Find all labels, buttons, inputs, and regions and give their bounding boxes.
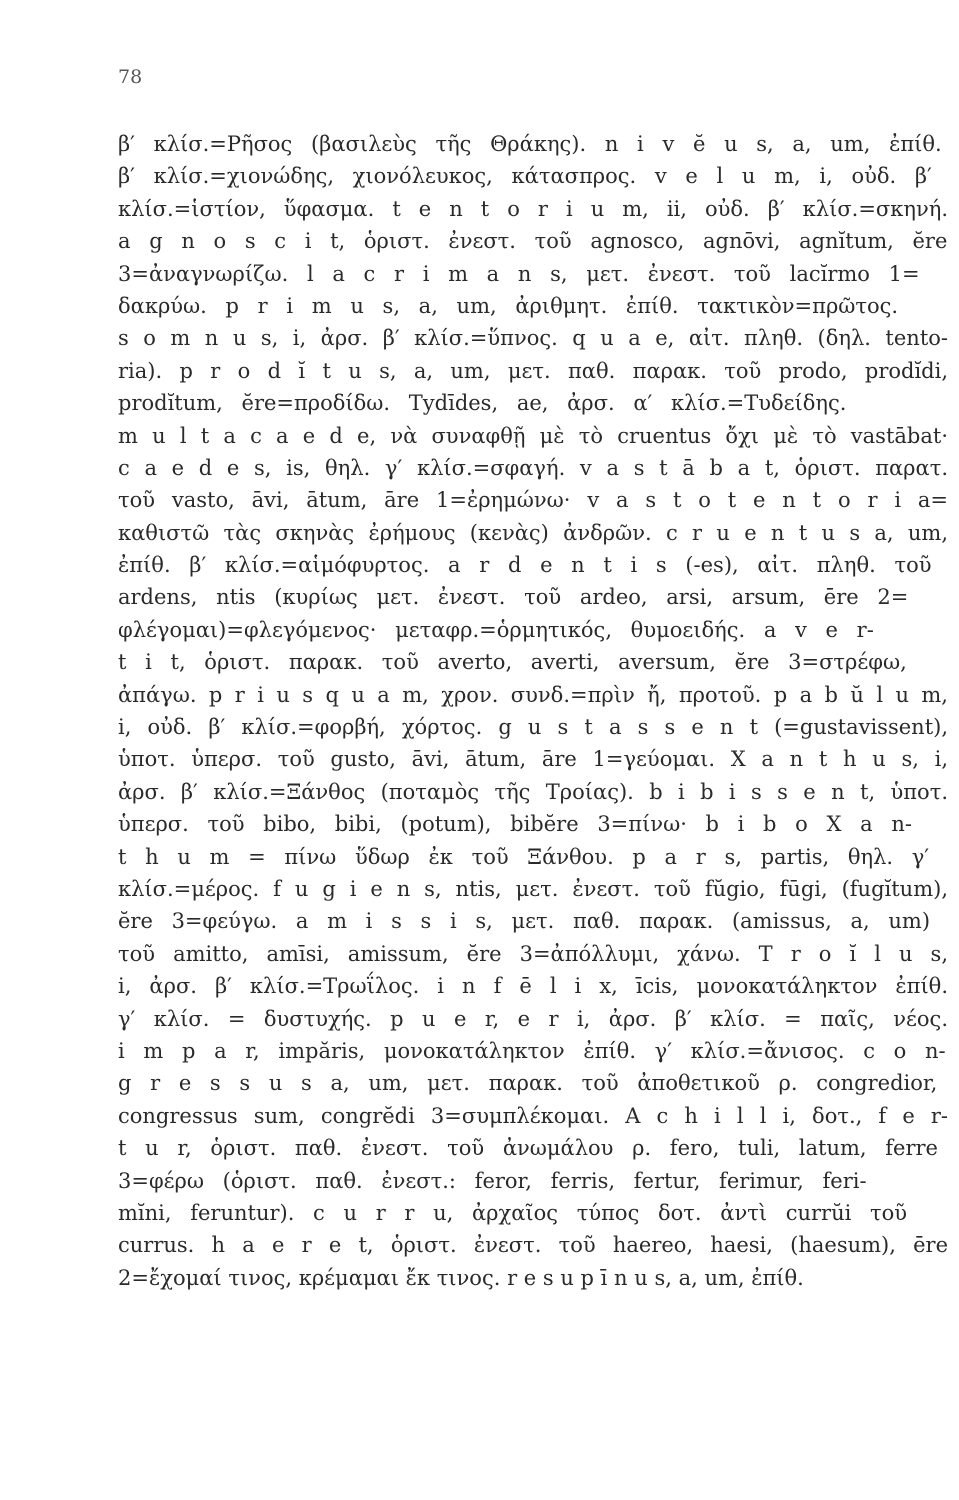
text-line: β′ κλίσ.=χιονώδης, χιονόλευκος, κάτασπρος. v e l u m, i, οὐδ. β′	[118, 164, 932, 189]
text-line: γ′ κλίσ. = δυστυχής. p u e r, e r i, ἀρσ. β′ κλίσ. = παῖς, νέος.	[118, 1006, 948, 1031]
text-line: s o m n u s, i, ἀρσ. β′ κλίσ.=ὕπνος. q u a e, αἰτ. πληθ. (δηλ. tento-	[118, 326, 948, 351]
text-line: prodĭtum, ĕre=προδίδω. Tydīdes, ae, ἀρσ. α′ κλίσ.=Τυδείδης.	[118, 391, 847, 416]
text-line: currus. h a e r e t, ὁριστ. ἐνεστ. τοῦ haereo, haesi, (haesum), ēre	[118, 1233, 948, 1258]
text-line: καθιστῶ τὰς σκηνὰς ἐρήμους (κενὰς) ἀνδρῶν. c r u e n t u s a, um,	[118, 520, 948, 545]
text-line: c a e d e s, is, θηλ. γ′ κλίσ.=σφαγή. v a s t ā b a t, ὁριστ. παρατ.	[118, 455, 948, 480]
page-number: 78	[118, 66, 143, 88]
text-line: κλίσ.=ἱστίον, ὕφασμα. t e n t o r i u m, ii, οὐδ. β′ κλίσ.=σκηνή.	[118, 196, 948, 221]
text-line: ὑποτ. ὑπερσ. τοῦ gusto, āvi, ātum, āre 1=γεύομαι. X a n t h u s, i,	[118, 747, 948, 772]
text-line: κλίσ.=μέρος. f u g i e n s, ntis, μετ. ἐνεστ. τοῦ fŭgio, fūgi, (fugĭtum),	[118, 876, 948, 901]
text-line: congressus sum, congrĕdi 3=συμπλέκομαι. A c h i l l i, δοτ., f e r-	[118, 1103, 948, 1128]
text-line: i, ἀρσ. β′ κλίσ.=Τρωΐλος. i n f ē l i x, īcis, μονοκατάληκτον ἐπίθ.	[118, 974, 948, 999]
text-line: τοῦ vasto, āvi, ātum, āre 1=ἐρημώνω· v a s t o t e n t o r i a=	[118, 488, 948, 513]
text-line: 3=φέρω (ὁριστ. παθ. ἐνεστ.: feror, ferris, fertur, ferimur, feri-	[118, 1168, 867, 1193]
text-line: ὑπερσ. τοῦ bibo, bibi, (potum), bibĕre 3=πίνω· b i b o X a n-	[118, 812, 912, 837]
text-line: 2=ἔχομαί τινος, κρέμαμαι ἔκ τινος. r e s u p ī n u s, a, um, ἐπίθ.	[118, 1265, 804, 1290]
text-line: i, οὐδ. β′ κλίσ.=φορβή, χόρτος. g u s t a s s e n t (=gustavissent),	[118, 715, 948, 740]
text-line: ἀρσ. β′ κλίσ.=Ξάνθος (ποταμὸς τῆς Τροίας). b i b i s s e n t, ὑποτ.	[118, 779, 948, 804]
text-line: m u l t a c a e d e, νὰ συναφθῇ μὲ τὸ cruentus ὄχι μὲ τὸ vastābat·	[118, 423, 948, 448]
text-line: t i t, ὁριστ. παρακ. τοῦ averto, averti, aversum, ĕre 3=στρέφω,	[118, 650, 907, 675]
text-line: δακρύω. p r i m u s, a, um, ἀριθμητ. ἐπίθ. τακτικὸν=πρῶτος.	[118, 293, 899, 318]
text-line: ἀπάγω. p r i u s q u a m, χρον. συνδ.=πρὶν ἤ, προτοῦ. p a b ŭ l u m,	[118, 682, 948, 707]
body-text	[118, 128, 948, 1294]
text-line: i m p a r, impăris, μονοκατάληκτον ἐπίθ. γ′ κλίσ.=ἄνισος. c o n-	[118, 1038, 946, 1063]
text-line: 3=ἀναγνωρίζω. l a c r i m a n s, μετ. ἐνεστ. τοῦ lacĭrmo 1=	[118, 261, 920, 286]
text-line: β′ κλίσ.=Ρῆσος (βασιλεὺς τῆς Θράκης). n i v ĕ u s, a, um, ἐπίθ.	[118, 132, 942, 156]
text-line: ardens, ntis (κυρίως μετ. ἐνεστ. τοῦ ardeo, arsi, arsum, ēre 2=	[118, 585, 909, 610]
text-line: t u r, ὁριστ. παθ. ἐνεστ. τοῦ ἀνωμάλου ρ. fero, tuli, latum, ferre	[118, 1136, 938, 1161]
text-line: a g n o s c i t, ὁριστ. ἐνεστ. τοῦ agnosco, agnōvi, agnĭtum, ĕre	[118, 229, 948, 254]
text-line: τοῦ amitto, amīsi, amissum, ĕre 3=ἀπόλλυμι, χάνω. T r o ĭ l u s,	[118, 941, 948, 966]
text-line: ἐπίθ. β′ κλίσ.=αἱμόφυρτος. a r d e n t i s (-es), αἰτ. πληθ. τοῦ	[118, 553, 932, 578]
text-line: φλέγομαι)=φλεγόμενος· μεταφρ.=ὁρμητικός, θυμοειδής. a v e r-	[118, 617, 874, 642]
text-line: ria). p r o d ĭ t u s, a, um, μετ. παθ. παρακ. τοῦ prodo, prodĭdi,	[118, 358, 948, 383]
text-line: t h u m = πίνω ὕδωρ ἐκ τοῦ Ξάνθου. p a r s, partis, θηλ. γ′	[118, 844, 930, 869]
text-line: mĭni, feruntur). c u r r u, ἀρχαῖος τύπος δοτ. ἀντὶ currŭi τοῦ	[118, 1200, 908, 1225]
text-line: g r e s s u s a, um, μετ. παρακ. τοῦ ἀποθετικοῦ ρ. congredior,	[118, 1071, 938, 1096]
text-line: ĕre 3=φεύγω. a m i s s i s, μετ. παθ. παρακ. (amissus, a, um)	[118, 909, 931, 934]
